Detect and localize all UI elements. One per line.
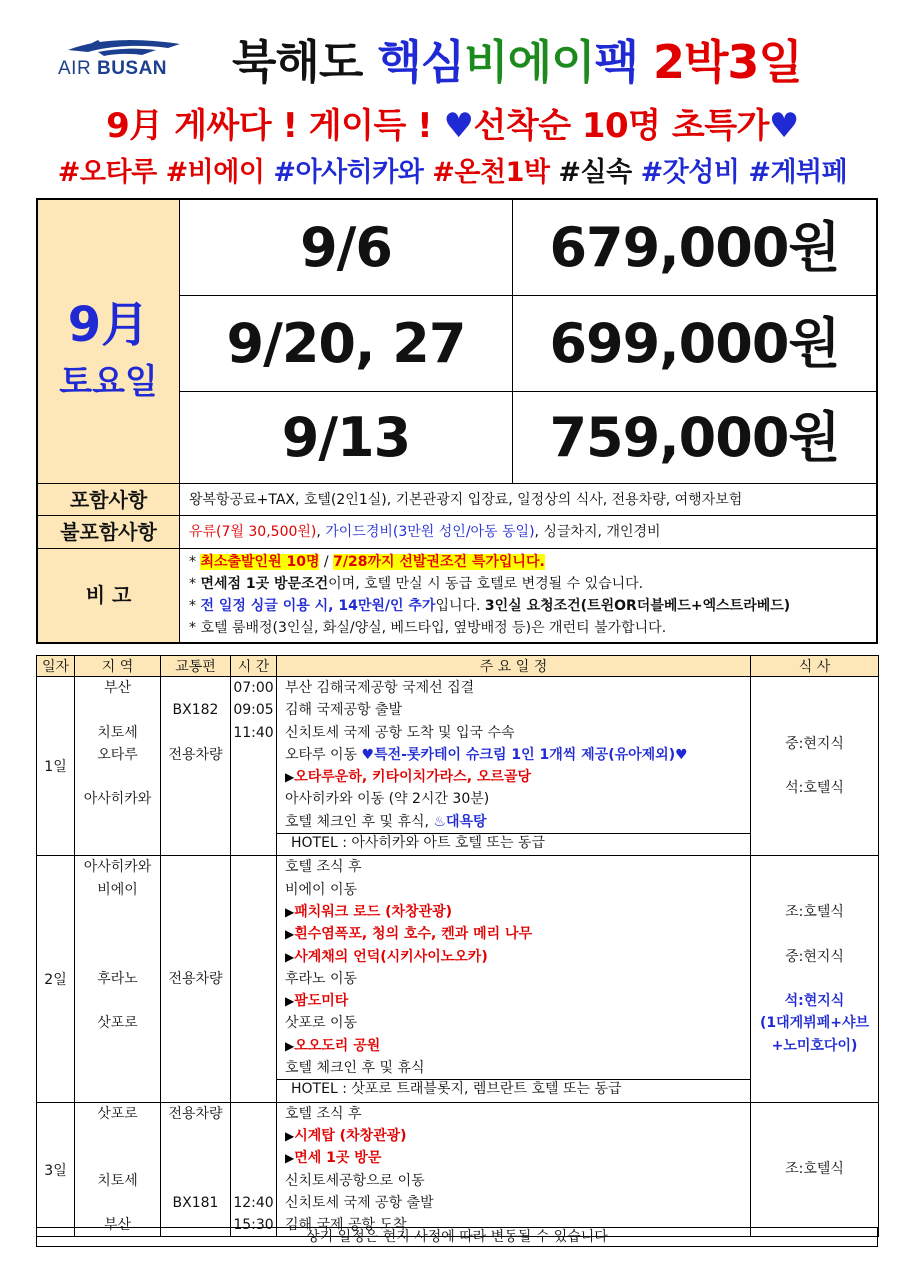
footer-note: 상기 일정은 현지 사정에 따라 변동될 수 있습니다 [36,1227,878,1247]
table-row [37,856,879,1102]
air-busan-logo [58,36,188,84]
triangle-bullet-icon: ▶ [285,1151,295,1166]
transport-cell: 전용차량 BX181 [161,1102,231,1237]
note-line: * 최소출발인원 10명 / 7/28까지 선발권조건 특가입니다. [189,554,545,570]
price-cell: 679,000원 [513,200,876,296]
header-meal: 식 사 [751,656,879,677]
month-label: 9月 [67,297,150,353]
hashtag: #아사히카와 [273,157,424,188]
date-cell: 9/13 [180,392,513,484]
transport-cell: 전용차량 [161,856,231,1102]
itinerary-table [36,655,879,1237]
page-title: 북해도 핵심비에이팩 2박3일 [232,35,802,89]
day-cell: 2일 [37,856,75,1102]
date-cell: 9/20, 27 [180,296,513,392]
meal-cell: 조:호텔식 [751,1102,879,1237]
triangle-bullet-icon: ▶ [285,994,295,1009]
table-row [37,677,879,856]
excluded-text: 유류(7월 30,500원), 가이드경비(3만원 성인/아동 동일), 싱글차지, 개인경비 [180,516,876,549]
promo-subtitle: 9月 게싸다 ! 게이득 ! ♥선착순 10명 초특가♥ [106,106,799,146]
transport-cell: BX182 전용차량 [161,677,231,856]
date-cell: 9/6 [180,200,513,296]
included-text: 왕복항공료+TAX, 호텔(2인1실), 기본관광지 입장료, 일정상의 식사, 전용차량, 여행자보험 [180,484,876,516]
triangle-bullet-icon: ▶ [285,770,295,785]
header-time: 시 간 [231,656,277,677]
triangle-bullet-icon: ▶ [285,904,295,919]
hashtag: #온천1박 [432,157,550,188]
schedule-cell: 호텔 조식 후 비에이 이동 ▶패치워크 로드 (차창관광) ▶흰수염폭포, 청의 호수, 켄과 메리 나무 ▶사계채의 언덕(시키사이노오카) 후라노 이동 ▶팜도미타 삿포로 이동 ▶오오도리 공원 호텔 체크인 후 및 휴식 HOTEL : 삿포로 트래블롯지, 렘브란트 호텔 또는 동급 [277,856,751,1102]
note-line: * 면세점 1곳 방문조건이며, 호텔 만실 시 동급 호텔로 변경될 수 있습니다. [189,576,644,592]
hashtag: #실속 [558,157,632,188]
region-cell: 삿포로 치토세 부산 [75,1102,161,1237]
table-header-row [37,656,879,677]
day-cell: 1일 [37,677,75,856]
month-cell [38,200,180,484]
table-row [37,1102,879,1237]
weekday-label: 토요일 [59,362,158,402]
time-cell [231,856,277,1102]
note-line: * 호텔 룸배정(3인실, 화실/양실, 베드타입, 옆방배정 등)은 개런티 불가합니다. [189,620,667,636]
header-day: 일자 [37,656,75,677]
triangle-bullet-icon: ▶ [285,927,295,942]
region-cell: 부산 치토세 오타루 아사히카와 [75,677,161,856]
header-transport: 교통편 [161,656,231,677]
schedule-cell: 호텔 조식 후 ▶시계탑 (차창관광) ▶면세 1곳 방문 신치토세공항으로 이동 신치토세 국제 공항 출발 김해 국제 공항 도착 [277,1102,751,1237]
price-cell: 699,000원 [513,296,876,392]
hashtag-list [0,150,905,189]
triangle-bullet-icon: ▶ [285,1128,295,1143]
excluded-label: 불포함사항 [38,516,180,549]
notes-label: 비 고 [38,549,180,642]
time-cell: 07:00 09:05 11:40 [231,677,277,856]
header-schedule: 주 요 일 정 [277,656,751,677]
header-region: 지 역 [75,656,161,677]
included-label: 포함사항 [38,484,180,516]
hashtag: #비에이 [165,157,265,188]
brand-text: AIR BUSAN [58,58,168,79]
triangle-bullet-icon: ▶ [285,1038,295,1053]
hotel-line: HOTEL : 아사히카와 아트 호텔 또는 동급 [277,833,750,852]
meal-cell: 중:현지식 석:호텔식 [751,677,879,856]
price-box [36,198,878,644]
price-cell: 759,000원 [513,392,876,484]
note-line: * 전 일정 싱글 이용 시, 14만원/인 추가입니다. 3인실 요청조건(트윈OR더블베드+엑스트라베드) [189,598,791,614]
hashtag: #게뷔페 [748,157,848,188]
hashtag: #오타루 [57,157,157,188]
region-cell: 아사히카와 비에이 후라노 삿포로 [75,856,161,1102]
hotel-line: HOTEL : 삿포로 트래블롯지, 렘브란트 호텔 또는 동급 [277,1079,750,1098]
schedule-cell: 부산 김해국제공항 국제선 집결 김해 국제공항 출발 신치토세 국제 공항 도착 및 입국 수속 오타루 이동 ♥특전-롯카테이 슈크림 1인 1개씩 제공(유아제외)♥ ▶오타루운하, 키타이치가라스, 오르골당 아사히카와 이동 (약 2시간 30분) 호텔 체크인 후 및 휴식, ♨대욕탕 HOTEL : 아사히카와 아트 호텔 또는 동급 [277,677,751,856]
time-cell: 12:40 15:30 [231,1102,277,1237]
hashtag: #갓성비 [640,157,740,188]
triangle-bullet-icon: ▶ [285,949,295,964]
meal-cell: 조:호텔식 중:현지식 석:현지식 (1대게뷔페+샤브 +노미호다이) [751,856,879,1102]
day-cell: 3일 [37,1102,75,1237]
notes-text [180,549,876,642]
